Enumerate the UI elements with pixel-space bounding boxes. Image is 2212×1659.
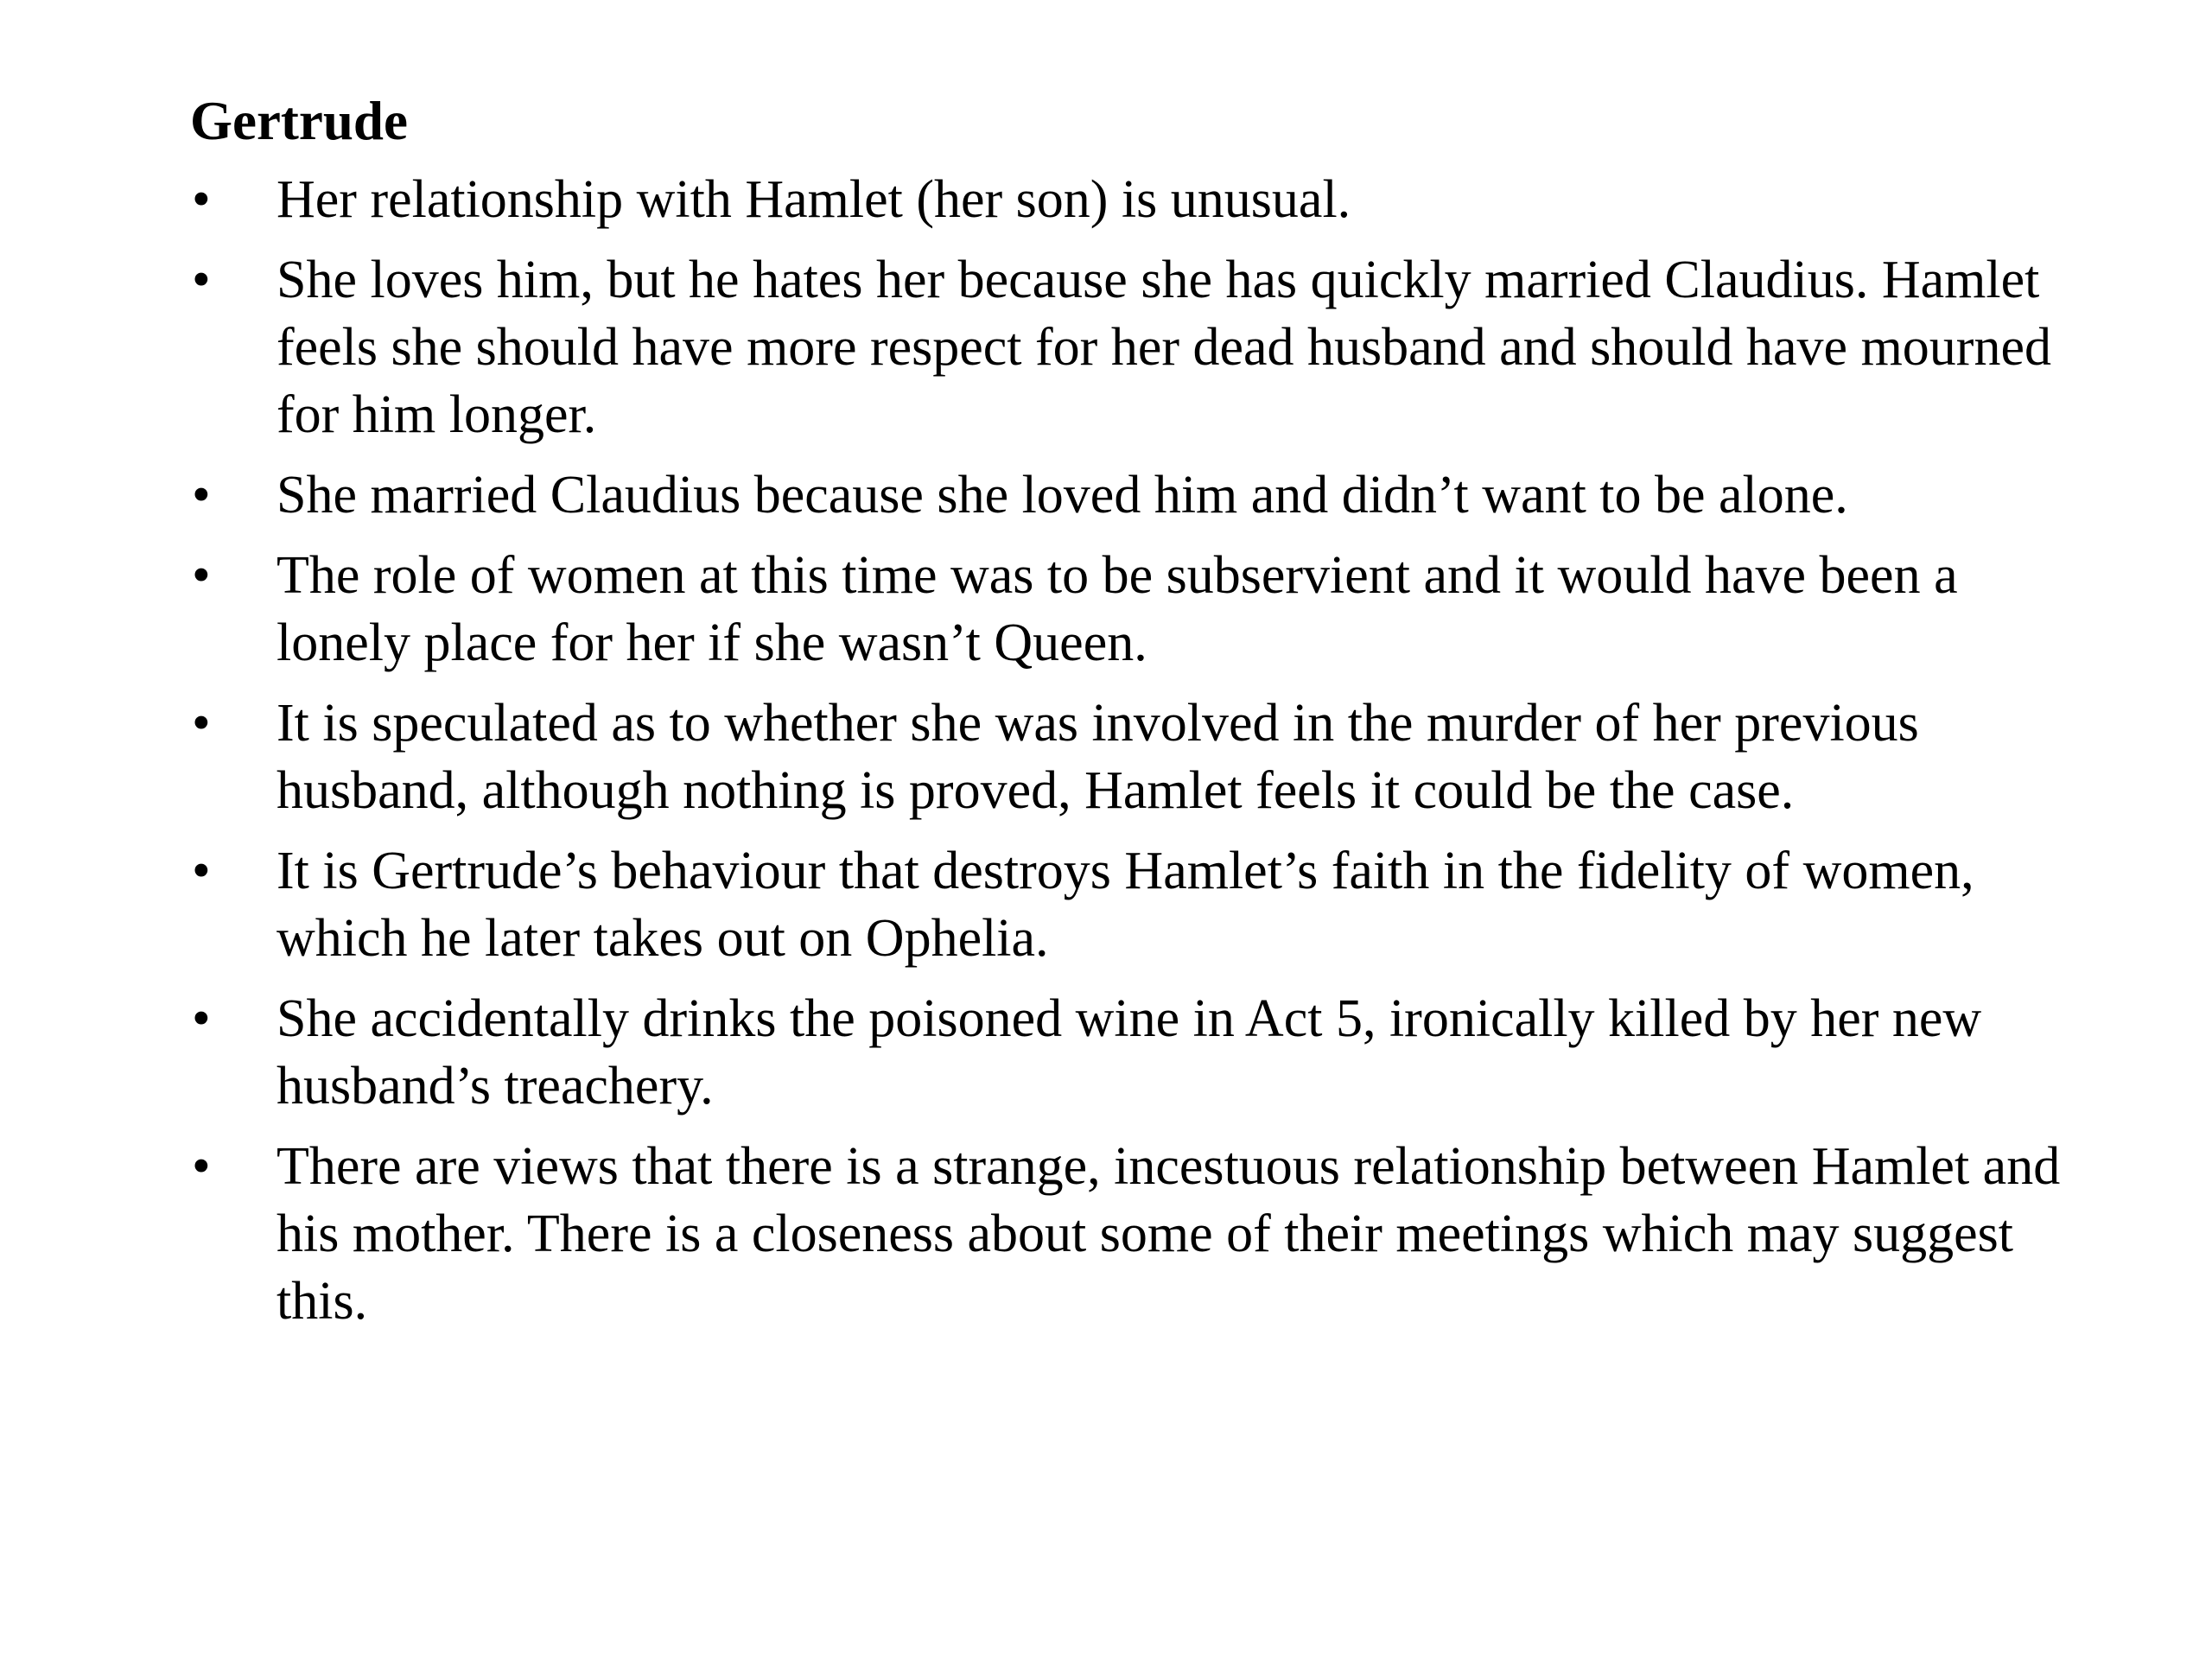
bullet-dot-icon: •	[192, 989, 211, 1048]
slide-content	[190, 86, 2074, 1348]
bullet-item-2	[190, 246, 2074, 448]
bullet-item-8	[190, 1133, 2074, 1335]
bullet-text: It is speculated as to whether she was involved in the murder of her previous husband, although nothing is proved, Hamlet feels it could be the case.	[276, 694, 1919, 820]
bullet-item-6	[190, 837, 2074, 972]
bullet-list	[190, 166, 2074, 1335]
bullet-dot-icon: •	[192, 694, 211, 753]
bullet-text: Her relationship with Hamlet (her son) is unusual.	[276, 170, 1351, 229]
bullet-dot-icon: •	[192, 466, 211, 524]
bullet-item-4	[190, 542, 2074, 677]
bullet-dot-icon: •	[192, 251, 211, 309]
bullet-text: There are views that there is a strange, incestuous relationship between Hamlet and his mother. There is a closeness about some of their meetings which may suggest this.	[276, 1137, 2061, 1331]
bullet-text: The role of women at this time was to be subservient and it would have been a lonely place for her if she wasn’t Queen.	[276, 546, 1958, 672]
bullet-item-7	[190, 985, 2074, 1120]
bullet-item-5	[190, 690, 2074, 824]
bullet-text: It is Gertrude’s behaviour that destroys Hamlet’s faith in the fidelity of women, which he later takes out on Ophelia.	[276, 842, 1974, 968]
bullet-text: She married Claudius because she loved him and didn’t want to be alone.	[276, 466, 1848, 524]
slide-heading: Gertrude	[190, 91, 408, 151]
bullet-dot-icon: •	[192, 546, 211, 605]
bullet-dot-icon: •	[192, 842, 211, 900]
bullet-text: She loves him, but he hates her because she has quickly married Claudius. Hamlet feels she should have more respect for her dead husband and should have mourned for him longer.	[276, 251, 2051, 444]
bullet-item-1	[190, 166, 2074, 233]
bullet-dot-icon: •	[192, 170, 211, 229]
bullet-dot-icon: •	[192, 1137, 211, 1196]
bullet-item-3	[190, 461, 2074, 529]
bullet-text: She accidentally drinks the poisoned wine in Act 5, ironically killed by her new husband’s treachery.	[276, 989, 1982, 1116]
